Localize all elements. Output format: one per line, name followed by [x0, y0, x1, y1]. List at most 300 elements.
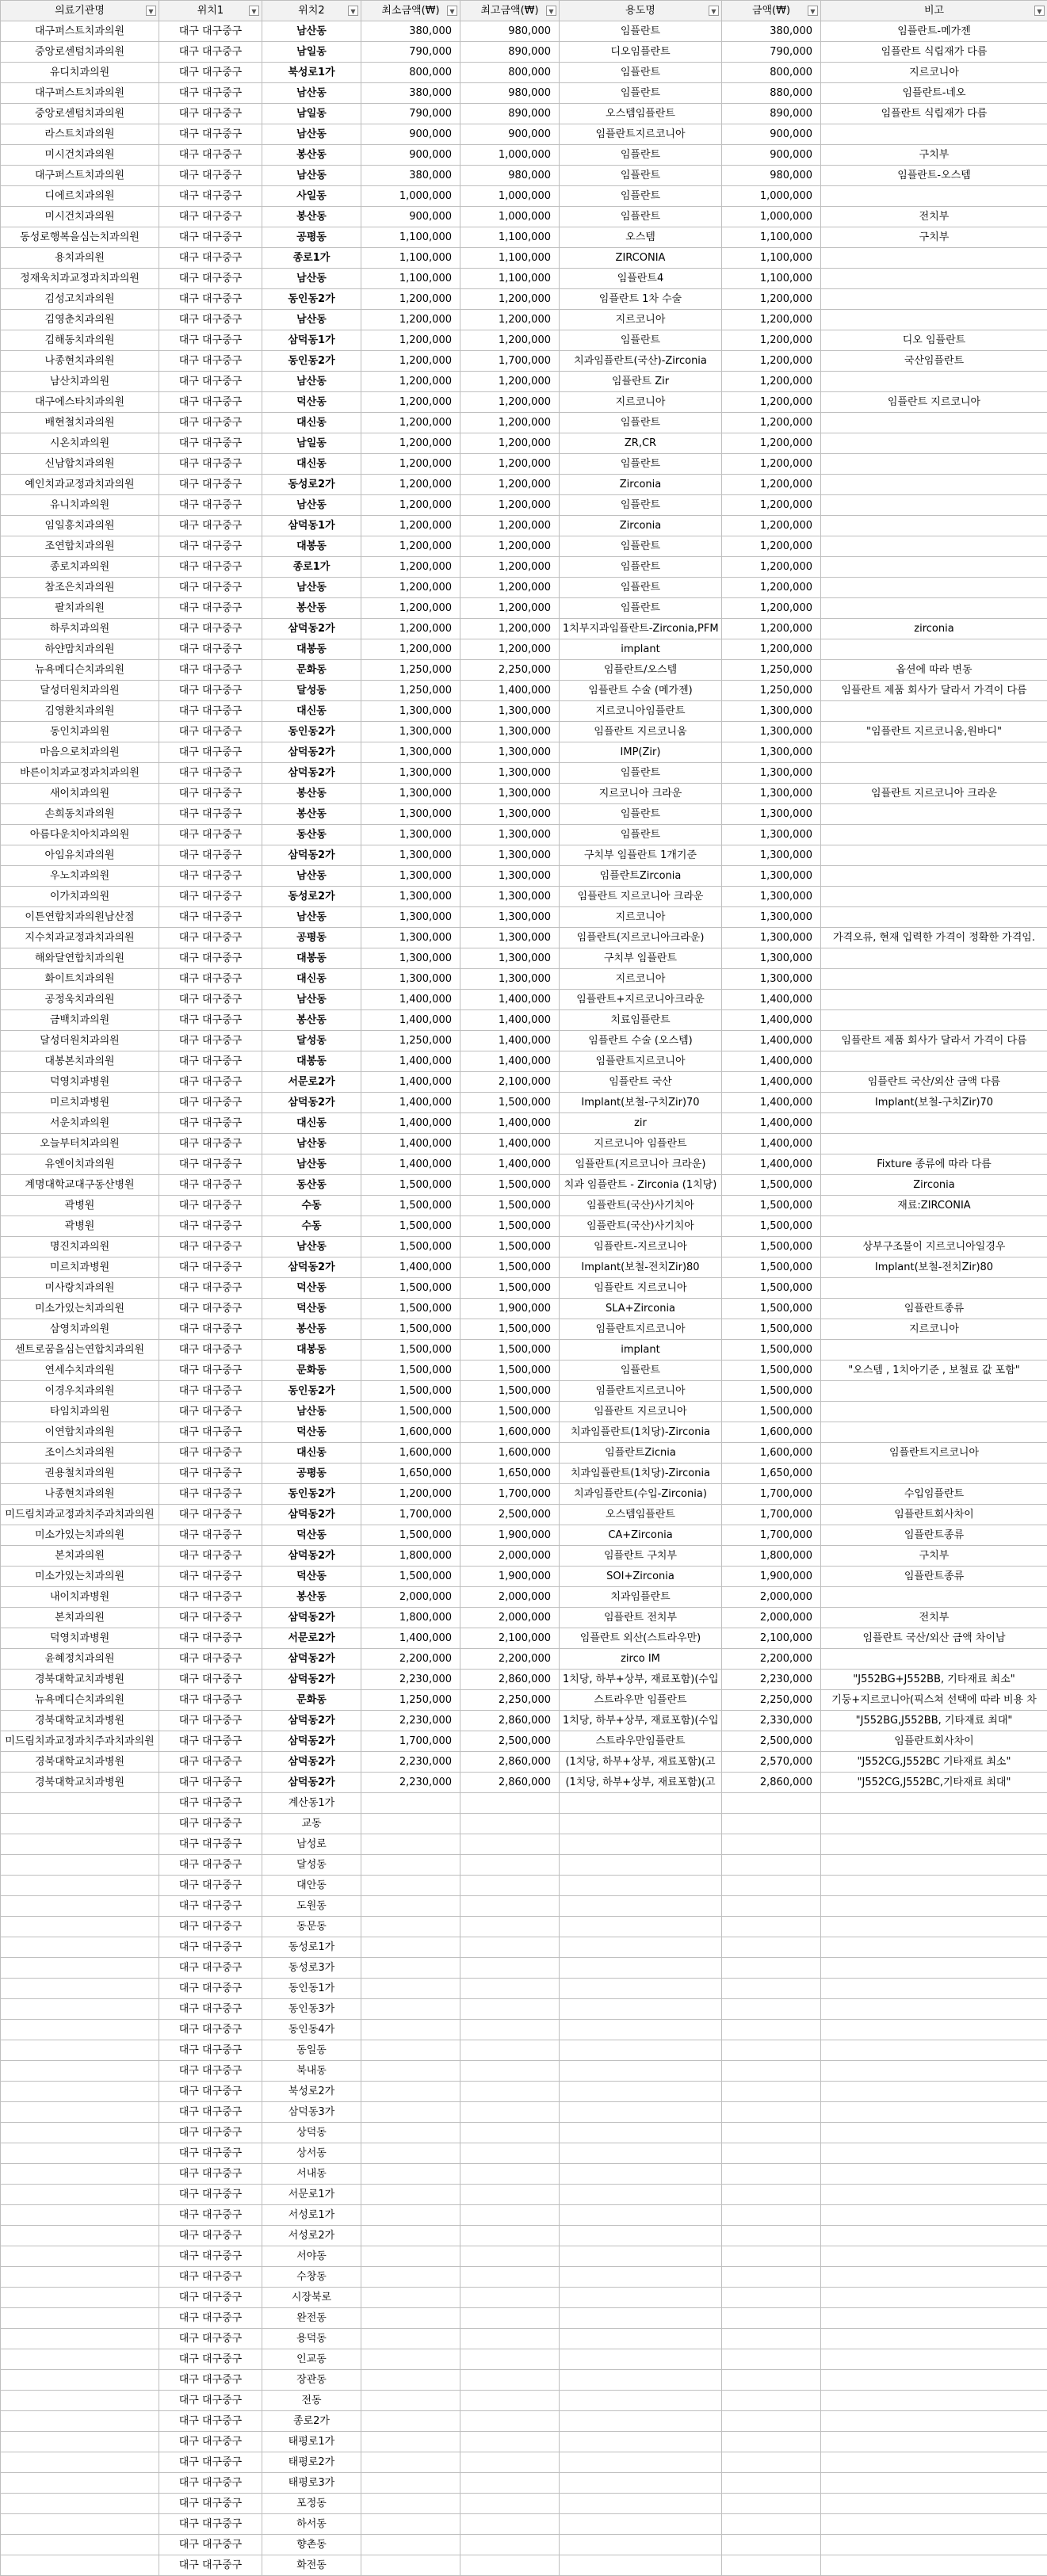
cell-location2[interactable]: 삼덕동2가	[262, 1711, 361, 1731]
cell-location1[interactable]: 대구 대구중구	[159, 1113, 262, 1134]
cell-max-price[interactable]	[460, 2514, 560, 2535]
cell-price[interactable]: 2,250,000	[722, 1690, 821, 1711]
cell-usage-name[interactable]	[560, 1999, 722, 2020]
cell-location1[interactable]: 대구 대구중구	[159, 186, 262, 207]
cell-location2[interactable]: 대봉동	[262, 536, 361, 557]
cell-location2[interactable]: 삼덕동1가	[262, 516, 361, 536]
cell-institution[interactable]: 경북대학교치과병원	[1, 1752, 159, 1773]
cell-usage-name[interactable]	[560, 1814, 722, 1834]
cell-usage-name[interactable]: 오스템임플란트	[560, 1505, 722, 1525]
cell-institution[interactable]	[1, 2164, 159, 2185]
cell-location1[interactable]: 대구 대구중구	[159, 2143, 262, 2164]
cell-min-price[interactable]: 1,300,000	[361, 845, 460, 866]
cell-institution[interactable]: 곽병원	[1, 1216, 159, 1237]
cell-price[interactable]	[722, 2391, 821, 2411]
cell-price[interactable]: 1,200,000	[722, 310, 821, 330]
cell-usage-name[interactable]	[560, 2246, 722, 2267]
cell-usage-name[interactable]: CA+Zirconia	[560, 1525, 722, 1546]
cell-max-price[interactable]: 1,000,000	[460, 207, 560, 227]
cell-note[interactable]	[821, 269, 1047, 289]
cell-min-price[interactable]	[361, 2391, 460, 2411]
cell-price[interactable]	[722, 1958, 821, 1979]
cell-note[interactable]	[821, 1010, 1047, 1031]
cell-min-price[interactable]: 1,500,000	[361, 1216, 460, 1237]
cell-usage-name[interactable]	[560, 2185, 722, 2205]
cell-min-price[interactable]: 1,000,000	[361, 186, 460, 207]
cell-price[interactable]: 1,500,000	[722, 1237, 821, 1257]
cell-max-price[interactable]	[460, 2185, 560, 2205]
cell-location2[interactable]: 덕산동	[262, 1422, 361, 1443]
cell-min-price[interactable]: 1,500,000	[361, 1278, 460, 1299]
cell-usage-name[interactable]: implant	[560, 1340, 722, 1361]
cell-min-price[interactable]: 1,200,000	[361, 516, 460, 536]
cell-note[interactable]: 임플란트종류	[821, 1299, 1047, 1319]
cell-note[interactable]	[821, 2391, 1047, 2411]
cell-location2[interactable]: 남일동	[262, 433, 361, 454]
cell-note[interactable]	[821, 2473, 1047, 2494]
cell-institution[interactable]	[1, 2411, 159, 2432]
cell-location1[interactable]: 대구 대구중구	[159, 248, 262, 269]
cell-usage-name[interactable]: 임플란트	[560, 763, 722, 784]
cell-price[interactable]	[722, 2370, 821, 2391]
cell-note[interactable]: "J552CG,J552BC 기타재료 최소"	[821, 1752, 1047, 1773]
cell-max-price[interactable]	[460, 2452, 560, 2473]
cell-price[interactable]: 1,500,000	[722, 1381, 821, 1402]
cell-usage-name[interactable]: zirco IM	[560, 1649, 722, 1670]
cell-max-price[interactable]	[460, 2082, 560, 2102]
cell-price[interactable]	[722, 2061, 821, 2082]
cell-note[interactable]	[821, 2143, 1047, 2164]
header-cell-usage-name[interactable]: 용도명 ▼	[560, 1, 722, 21]
cell-institution[interactable]: 대구에스타치과의원	[1, 392, 159, 413]
cell-location1[interactable]: 대구 대구중구	[159, 2370, 262, 2391]
cell-institution[interactable]: 동인치과의원	[1, 722, 159, 742]
cell-location2[interactable]: 남산동	[262, 1237, 361, 1257]
cell-usage-name[interactable]: 임플란트(국산)사기치아	[560, 1196, 722, 1216]
cell-location2[interactable]: 동성로3가	[262, 1958, 361, 1979]
cell-max-price[interactable]	[460, 2205, 560, 2226]
cell-price[interactable]: 1,300,000	[722, 887, 821, 907]
cell-location2[interactable]: 삼덕동3가	[262, 2102, 361, 2123]
cell-max-price[interactable]	[460, 2143, 560, 2164]
cell-min-price[interactable]: 1,200,000	[361, 598, 460, 619]
cell-location1[interactable]: 대구 대구중구	[159, 145, 262, 166]
cell-location2[interactable]: 동인동4가	[262, 2020, 361, 2040]
cell-institution[interactable]: 곽병원	[1, 1196, 159, 1216]
cell-min-price[interactable]	[361, 2040, 460, 2061]
cell-note[interactable]	[821, 2226, 1047, 2246]
cell-price[interactable]: 1,200,000	[722, 413, 821, 433]
cell-max-price[interactable]: 890,000	[460, 104, 560, 124]
cell-institution[interactable]	[1, 1917, 159, 1937]
cell-location2[interactable]: 동인동2가	[262, 351, 361, 372]
cell-location2[interactable]: 포정동	[262, 2494, 361, 2514]
cell-location2[interactable]: 북성로2가	[262, 2082, 361, 2102]
cell-min-price[interactable]: 1,300,000	[361, 722, 460, 742]
cell-max-price[interactable]	[460, 2391, 560, 2411]
cell-price[interactable]: 2,230,000	[722, 1670, 821, 1690]
cell-min-price[interactable]	[361, 2411, 460, 2432]
cell-usage-name[interactable]	[560, 2370, 722, 2391]
cell-institution[interactable]: 뉴욕메디슨치과의원	[1, 1690, 159, 1711]
cell-location2[interactable]: 동인동2가	[262, 1484, 361, 1505]
cell-usage-name[interactable]: 임플란트지르코니아	[560, 1051, 722, 1072]
cell-location1[interactable]: 대구 대구중구	[159, 2349, 262, 2370]
cell-usage-name[interactable]: 오스템임플란트	[560, 104, 722, 124]
cell-price[interactable]: 1,300,000	[722, 742, 821, 763]
cell-price[interactable]: 1,400,000	[722, 1051, 821, 1072]
cell-note[interactable]	[821, 1051, 1047, 1072]
cell-price[interactable]	[722, 2123, 821, 2143]
cell-note[interactable]: 구치부	[821, 1546, 1047, 1567]
cell-note[interactable]	[821, 2040, 1047, 2061]
cell-max-price[interactable]: 1,200,000	[460, 639, 560, 660]
cell-max-price[interactable]: 1,300,000	[460, 701, 560, 722]
cell-usage-name[interactable]: 치과임플란트(1치당)-Zirconia	[560, 1464, 722, 1484]
cell-location1[interactable]: 대구 대구중구	[159, 1752, 262, 1773]
cell-max-price[interactable]: 1,000,000	[460, 186, 560, 207]
cell-price[interactable]: 1,500,000	[722, 1299, 821, 1319]
cell-location2[interactable]: 남산동	[262, 907, 361, 928]
cell-location1[interactable]: 대구 대구중구	[159, 454, 262, 475]
cell-note[interactable]: 임플란트 제품 회사가 달라서 가격이 다름	[821, 1031, 1047, 1051]
cell-min-price[interactable]: 1,200,000	[361, 1484, 460, 1505]
cell-institution[interactable]: 중앙로센텀치과의원	[1, 104, 159, 124]
cell-usage-name[interactable]: 1치당, 하부+상부, 재료포함)(수입	[560, 1711, 722, 1731]
cell-note[interactable]	[821, 1917, 1047, 1937]
cell-note[interactable]: 임플란트종류	[821, 1567, 1047, 1587]
cell-max-price[interactable]: 1,300,000	[460, 866, 560, 887]
cell-min-price[interactable]: 1,200,000	[361, 310, 460, 330]
cell-institution[interactable]: 미소가있는치과의원	[1, 1525, 159, 1546]
cell-location1[interactable]: 대구 대구중구	[159, 227, 262, 248]
cell-price[interactable]: 880,000	[722, 83, 821, 104]
cell-location1[interactable]: 대구 대구중구	[159, 804, 262, 825]
cell-min-price[interactable]: 1,200,000	[361, 454, 460, 475]
cell-usage-name[interactable]	[560, 1917, 722, 1937]
cell-usage-name[interactable]	[560, 2164, 722, 2185]
cell-location2[interactable]: 북내동	[262, 2061, 361, 2082]
cell-usage-name[interactable]: 임플란트	[560, 536, 722, 557]
cell-max-price[interactable]	[460, 2164, 560, 2185]
cell-institution[interactable]: 우노치과의원	[1, 866, 159, 887]
cell-location1[interactable]: 대구 대구중구	[159, 1237, 262, 1257]
cell-usage-name[interactable]	[560, 2143, 722, 2164]
cell-usage-name[interactable]: 스트라우만임플란트	[560, 1731, 722, 1752]
cell-min-price[interactable]	[361, 1855, 460, 1876]
cell-usage-name[interactable]: 임플란트 1차 수술	[560, 289, 722, 310]
cell-min-price[interactable]: 1,400,000	[361, 990, 460, 1010]
cell-usage-name[interactable]: 임플란트지르코니아	[560, 124, 722, 145]
cell-institution[interactable]	[1, 2308, 159, 2329]
cell-location1[interactable]: 대구 대구중구	[159, 1484, 262, 1505]
cell-institution[interactable]	[1, 1979, 159, 1999]
cell-max-price[interactable]	[460, 1855, 560, 1876]
cell-location2[interactable]: 남산동	[262, 495, 361, 516]
cell-min-price[interactable]: 1,500,000	[361, 1340, 460, 1361]
cell-institution[interactable]: 이가치과의원	[1, 887, 159, 907]
cell-location2[interactable]: 용덕동	[262, 2329, 361, 2349]
cell-price[interactable]: 980,000	[722, 166, 821, 186]
cell-location1[interactable]: 대구 대구중구	[159, 1422, 262, 1443]
cell-location1[interactable]: 대구 대구중구	[159, 763, 262, 784]
cell-min-price[interactable]: 1,200,000	[361, 475, 460, 495]
cell-price[interactable]	[722, 1999, 821, 2020]
cell-location1[interactable]: 대구 대구중구	[159, 1093, 262, 1113]
cell-max-price[interactable]	[460, 1979, 560, 1999]
cell-location2[interactable]: 삼덕동2가	[262, 1649, 361, 1670]
cell-usage-name[interactable]	[560, 2411, 722, 2432]
cell-usage-name[interactable]: Zirconia	[560, 516, 722, 536]
cell-price[interactable]: 1,400,000	[722, 990, 821, 1010]
cell-max-price[interactable]: 2,000,000	[460, 1608, 560, 1628]
cell-location1[interactable]: 대구 대구중구	[159, 289, 262, 310]
cell-note[interactable]	[821, 1464, 1047, 1484]
cell-location1[interactable]: 대구 대구중구	[159, 2288, 262, 2308]
cell-note[interactable]: "오스템 , 1치아기준 , 보철료 값 포함"	[821, 1361, 1047, 1381]
cell-min-price[interactable]: 1,200,000	[361, 578, 460, 598]
cell-institution[interactable]: 손희동치과의원	[1, 804, 159, 825]
cell-max-price[interactable]: 1,600,000	[460, 1422, 560, 1443]
cell-usage-name[interactable]: 임플란트	[560, 578, 722, 598]
cell-location2[interactable]: 남산동	[262, 1154, 361, 1175]
cell-price[interactable]: 790,000	[722, 42, 821, 63]
cell-usage-name[interactable]	[560, 1937, 722, 1958]
cell-min-price[interactable]	[361, 2555, 460, 2576]
cell-note[interactable]	[821, 2329, 1047, 2349]
cell-location1[interactable]: 대구 대구중구	[159, 1896, 262, 1917]
cell-note[interactable]	[821, 2308, 1047, 2329]
cell-price[interactable]: 1,200,000	[722, 392, 821, 413]
cell-location2[interactable]: 대안동	[262, 1876, 361, 1896]
cell-max-price[interactable]	[460, 2102, 560, 2123]
cell-usage-name[interactable]: 치과 임플란트 - Zirconia (1치당)	[560, 1175, 722, 1196]
cell-location1[interactable]: 대구 대구중구	[159, 701, 262, 722]
cell-location2[interactable]: 문화동	[262, 1690, 361, 1711]
cell-max-price[interactable]: 1,300,000	[460, 784, 560, 804]
cell-institution[interactable]	[1, 2391, 159, 2411]
cell-min-price[interactable]: 1,300,000	[361, 784, 460, 804]
cell-min-price[interactable]: 1,800,000	[361, 1608, 460, 1628]
cell-note[interactable]	[821, 2494, 1047, 2514]
filter-dropdown-icon[interactable]: ▼	[709, 6, 719, 16]
cell-price[interactable]	[722, 2246, 821, 2267]
cell-min-price[interactable]: 1,400,000	[361, 1010, 460, 1031]
cell-min-price[interactable]: 900,000	[361, 145, 460, 166]
cell-max-price[interactable]: 1,500,000	[460, 1402, 560, 1422]
cell-location2[interactable]: 남산동	[262, 166, 361, 186]
cell-institution[interactable]: 미드림치과교정과치주과치과의원	[1, 1505, 159, 1525]
cell-institution[interactable]: 윤혜정치과의원	[1, 1649, 159, 1670]
cell-usage-name[interactable]: 임플란트(지르코니아크라운)	[560, 928, 722, 948]
cell-location1[interactable]: 대구 대구중구	[159, 2205, 262, 2226]
cell-institution[interactable]: 미사랑치과의원	[1, 1278, 159, 1299]
cell-min-price[interactable]: 1,200,000	[361, 392, 460, 413]
cell-location2[interactable]: 남일동	[262, 104, 361, 124]
cell-price[interactable]: 1,650,000	[722, 1464, 821, 1484]
cell-institution[interactable]	[1, 2329, 159, 2349]
cell-min-price[interactable]	[361, 1917, 460, 1937]
cell-price[interactable]: 1,300,000	[722, 763, 821, 784]
cell-note[interactable]	[821, 1937, 1047, 1958]
cell-price[interactable]	[722, 2473, 821, 2494]
cell-usage-name[interactable]: zir	[560, 1113, 722, 1134]
cell-usage-name[interactable]: 임플란트Zicnia	[560, 1443, 722, 1464]
cell-note[interactable]	[821, 2267, 1047, 2288]
cell-note[interactable]	[821, 907, 1047, 928]
cell-location2[interactable]: 남산동	[262, 310, 361, 330]
cell-price[interactable]	[722, 2514, 821, 2535]
cell-price[interactable]: 1,400,000	[722, 1113, 821, 1134]
cell-location1[interactable]: 대구 대구중구	[159, 495, 262, 516]
cell-location2[interactable]: 봉산동	[262, 784, 361, 804]
cell-min-price[interactable]: 1,250,000	[361, 660, 460, 681]
cell-location1[interactable]: 대구 대구중구	[159, 2040, 262, 2061]
cell-min-price[interactable]: 1,250,000	[361, 1031, 460, 1051]
cell-max-price[interactable]: 1,600,000	[460, 1443, 560, 1464]
cell-location1[interactable]: 대구 대구중구	[159, 2514, 262, 2535]
cell-location2[interactable]: 상서동	[262, 2143, 361, 2164]
cell-note[interactable]	[821, 2411, 1047, 2432]
cell-max-price[interactable]: 1,500,000	[460, 1381, 560, 1402]
cell-note[interactable]: 기둥+지르코니아(픽스쳐 선택에 따라 비용 차	[821, 1690, 1047, 1711]
cell-institution[interactable]: 참조은치과의원	[1, 578, 159, 598]
filter-dropdown-icon[interactable]: ▼	[447, 6, 457, 16]
cell-min-price[interactable]	[361, 2473, 460, 2494]
cell-location2[interactable]: 종로1가	[262, 557, 361, 578]
cell-location1[interactable]: 대구 대구중구	[159, 516, 262, 536]
cell-note[interactable]	[821, 2349, 1047, 2370]
cell-location2[interactable]: 동일동	[262, 2040, 361, 2061]
cell-note[interactable]: 임플란트-오스템	[821, 166, 1047, 186]
cell-institution[interactable]: 경북대학교치과병원	[1, 1670, 159, 1690]
cell-institution[interactable]	[1, 2494, 159, 2514]
cell-location2[interactable]: 대봉동	[262, 948, 361, 969]
cell-location1[interactable]: 대구 대구중구	[159, 2452, 262, 2473]
cell-usage-name[interactable]	[560, 1958, 722, 1979]
cell-note[interactable]	[821, 124, 1047, 145]
cell-note[interactable]: 지르코니아	[821, 63, 1047, 83]
cell-location1[interactable]: 대구 대구중구	[159, 42, 262, 63]
cell-location1[interactable]: 대구 대구중구	[159, 990, 262, 1010]
cell-usage-name[interactable]: 임플란트 지르코니움	[560, 722, 722, 742]
cell-institution[interactable]: 달성더원치과의원	[1, 1031, 159, 1051]
cell-location1[interactable]: 대구 대구중구	[159, 2391, 262, 2411]
cell-location2[interactable]: 시장북로	[262, 2288, 361, 2308]
cell-location2[interactable]: 계산동1가	[262, 1793, 361, 1814]
cell-max-price[interactable]: 1,200,000	[460, 433, 560, 454]
cell-note[interactable]	[821, 1896, 1047, 1917]
cell-location2[interactable]: 서문로1가	[262, 2185, 361, 2205]
cell-location1[interactable]: 대구 대구중구	[159, 1031, 262, 1051]
cell-institution[interactable]: 화이트치과의원	[1, 969, 159, 990]
cell-usage-name[interactable]: 임플란트	[560, 825, 722, 845]
cell-min-price[interactable]: 1,400,000	[361, 1113, 460, 1134]
cell-institution[interactable]	[1, 2267, 159, 2288]
cell-location2[interactable]: 전동	[262, 2391, 361, 2411]
cell-usage-name[interactable]: ZR,CR	[560, 433, 722, 454]
cell-price[interactable]: 1,300,000	[722, 948, 821, 969]
cell-note[interactable]	[821, 454, 1047, 475]
cell-price[interactable]	[722, 2288, 821, 2308]
cell-max-price[interactable]: 1,300,000	[460, 845, 560, 866]
cell-min-price[interactable]: 1,200,000	[361, 536, 460, 557]
cell-usage-name[interactable]: 임플란트	[560, 1361, 722, 1381]
cell-usage-name[interactable]: 임플란트	[560, 557, 722, 578]
cell-min-price[interactable]: 1,200,000	[361, 351, 460, 372]
cell-usage-name[interactable]: 임플란트	[560, 186, 722, 207]
cell-price[interactable]: 1,300,000	[722, 701, 821, 722]
cell-max-price[interactable]: 1,100,000	[460, 227, 560, 248]
cell-max-price[interactable]: 2,500,000	[460, 1505, 560, 1525]
cell-institution[interactable]: 아름다운치아치과의원	[1, 825, 159, 845]
cell-min-price[interactable]	[361, 2329, 460, 2349]
cell-location2[interactable]: 덕산동	[262, 1278, 361, 1299]
cell-location2[interactable]: 대신동	[262, 454, 361, 475]
cell-price[interactable]: 1,400,000	[722, 1093, 821, 1113]
cell-min-price[interactable]: 1,300,000	[361, 928, 460, 948]
cell-note[interactable]: Implant(보철-구치Zir)70	[821, 1093, 1047, 1113]
cell-min-price[interactable]: 1,600,000	[361, 1422, 460, 1443]
cell-institution[interactable]: 나종현치과의원	[1, 351, 159, 372]
cell-institution[interactable]: 하루치과의원	[1, 619, 159, 639]
cell-usage-name[interactable]	[560, 2494, 722, 2514]
cell-min-price[interactable]: 1,500,000	[361, 1175, 460, 1196]
cell-location1[interactable]: 대구 대구중구	[159, 1010, 262, 1031]
cell-min-price[interactable]	[361, 2020, 460, 2040]
cell-institution[interactable]	[1, 2452, 159, 2473]
cell-usage-name[interactable]: 임플란트 지르코니아 크라운	[560, 887, 722, 907]
cell-note[interactable]	[821, 2164, 1047, 2185]
cell-note[interactable]: Zirconia	[821, 1175, 1047, 1196]
cell-location2[interactable]: 덕산동	[262, 1299, 361, 1319]
cell-usage-name[interactable]: 구치부 임플란트	[560, 948, 722, 969]
cell-usage-name[interactable]: Zirconia	[560, 475, 722, 495]
cell-location2[interactable]: 동산동	[262, 825, 361, 845]
cell-institution[interactable]	[1, 2102, 159, 2123]
cell-note[interactable]	[821, 2432, 1047, 2452]
cell-note[interactable]	[821, 578, 1047, 598]
cell-location2[interactable]: 도원동	[262, 1896, 361, 1917]
cell-usage-name[interactable]: 임플란트지르코니아	[560, 1319, 722, 1340]
cell-usage-name[interactable]: 임플란트	[560, 207, 722, 227]
cell-location1[interactable]: 대구 대구중구	[159, 1134, 262, 1154]
cell-max-price[interactable]: 1,200,000	[460, 330, 560, 351]
cell-note[interactable]	[821, 887, 1047, 907]
cell-price[interactable]: 1,200,000	[722, 475, 821, 495]
cell-location1[interactable]: 대구 대구중구	[159, 1402, 262, 1422]
cell-max-price[interactable]: 2,000,000	[460, 1587, 560, 1608]
cell-usage-name[interactable]: implant	[560, 639, 722, 660]
cell-location1[interactable]: 대구 대구중구	[159, 104, 262, 124]
cell-price[interactable]: 1,200,000	[722, 372, 821, 392]
cell-institution[interactable]: 라스트치과의원	[1, 124, 159, 145]
cell-price[interactable]: 1,200,000	[722, 578, 821, 598]
cell-institution[interactable]: 미르치과병원	[1, 1257, 159, 1278]
cell-min-price[interactable]	[361, 2226, 460, 2246]
cell-location1[interactable]: 대구 대구중구	[159, 1690, 262, 1711]
cell-price[interactable]	[722, 1834, 821, 1855]
cell-location2[interactable]: 태평로1가	[262, 2432, 361, 2452]
cell-location2[interactable]: 남산동	[262, 866, 361, 887]
cell-max-price[interactable]: 1,200,000	[460, 598, 560, 619]
cell-location2[interactable]: 남산동	[262, 83, 361, 104]
cell-min-price[interactable]: 790,000	[361, 42, 460, 63]
cell-price[interactable]: 1,200,000	[722, 289, 821, 310]
cell-location2[interactable]: 대신동	[262, 1443, 361, 1464]
cell-location1[interactable]: 대구 대구중구	[159, 1361, 262, 1381]
cell-price[interactable]	[722, 2164, 821, 2185]
